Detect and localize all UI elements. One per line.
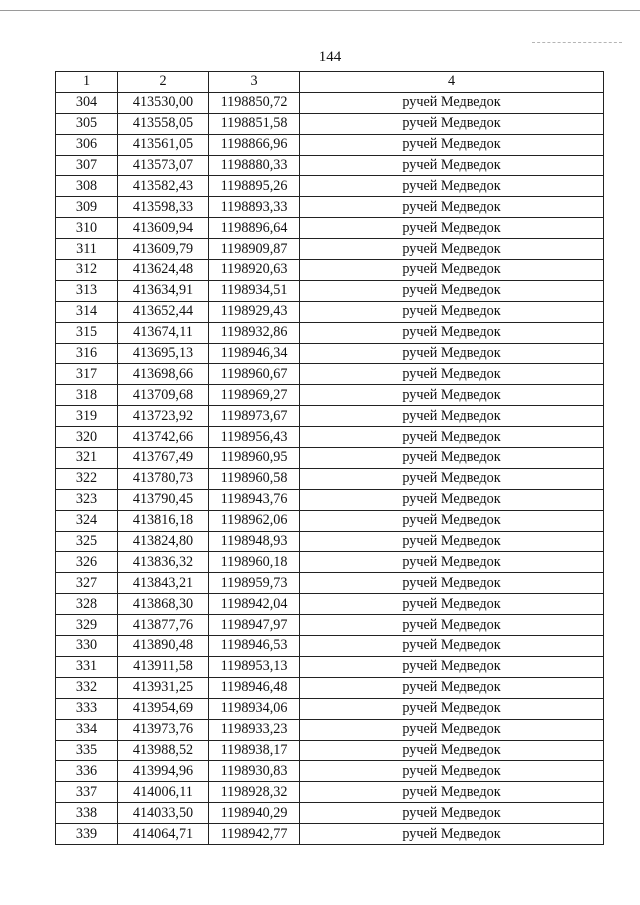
table-row: [56, 573, 604, 594]
cell-y-coordinate: 1198960,95: [209, 448, 300, 469]
cell-description: ручей Медведок: [300, 573, 604, 594]
cell-y-coordinate: 1198880,33: [209, 155, 300, 176]
table-row: [56, 134, 604, 155]
cell-x-coordinate: 413843,21: [118, 573, 209, 594]
cell-description: ручей Медведок: [300, 761, 604, 782]
table-row: [56, 740, 604, 761]
cell-y-coordinate: 1198930,83: [209, 761, 300, 782]
cell-x-coordinate: 413816,18: [118, 510, 209, 531]
cell-description: ручей Медведок: [300, 448, 604, 469]
cell-y-coordinate: 1198932,86: [209, 322, 300, 343]
table-row: [56, 656, 604, 677]
cell-point-number: 324: [56, 510, 118, 531]
cell-description: ручей Медведок: [300, 113, 604, 134]
table-row: [56, 155, 604, 176]
cell-point-number: 338: [56, 803, 118, 824]
cell-y-coordinate: 1198920,63: [209, 260, 300, 281]
cell-x-coordinate: 413609,79: [118, 239, 209, 260]
cell-point-number: 337: [56, 782, 118, 803]
cell-x-coordinate: 413530,00: [118, 92, 209, 113]
cell-y-coordinate: 1198947,97: [209, 615, 300, 636]
cell-point-number: 326: [56, 552, 118, 573]
coordinates-table: [55, 71, 604, 845]
cell-y-coordinate: 1198969,27: [209, 385, 300, 406]
table-row: [56, 636, 604, 657]
cell-description: ручей Медведок: [300, 406, 604, 427]
cell-x-coordinate: 413723,92: [118, 406, 209, 427]
cell-x-coordinate: 413931,25: [118, 677, 209, 698]
table-row: [56, 761, 604, 782]
cell-y-coordinate: 1198940,29: [209, 803, 300, 824]
table-row: [56, 218, 604, 239]
cell-description: ручей Медведок: [300, 343, 604, 364]
scan-margin-mark: [532, 42, 622, 43]
cell-x-coordinate: 413824,80: [118, 531, 209, 552]
cell-y-coordinate: 1198942,77: [209, 824, 300, 845]
cell-x-coordinate: 413558,05: [118, 113, 209, 134]
cell-y-coordinate: 1198866,96: [209, 134, 300, 155]
cell-y-coordinate: 1198933,23: [209, 719, 300, 740]
cell-x-coordinate: 413709,68: [118, 385, 209, 406]
cell-point-number: 331: [56, 656, 118, 677]
table-row: [56, 197, 604, 218]
cell-point-number: 319: [56, 406, 118, 427]
cell-point-number: 318: [56, 385, 118, 406]
cell-description: ручей Медведок: [300, 301, 604, 322]
cell-y-coordinate: 1198909,87: [209, 239, 300, 260]
table-row: [56, 677, 604, 698]
cell-description: ручей Медведок: [300, 552, 604, 573]
cell-description: ручей Медведок: [300, 615, 604, 636]
cell-x-coordinate: 413954,69: [118, 698, 209, 719]
cell-y-coordinate: 1198928,32: [209, 782, 300, 803]
cell-point-number: 314: [56, 301, 118, 322]
cell-point-number: 304: [56, 92, 118, 113]
cell-description: ручей Медведок: [300, 468, 604, 489]
cell-y-coordinate: 1198946,48: [209, 677, 300, 698]
cell-point-number: 320: [56, 427, 118, 448]
column-header-y-coordinate: 3: [209, 72, 300, 93]
table-row: [56, 594, 604, 615]
table-row: [56, 531, 604, 552]
cell-x-coordinate: 413877,76: [118, 615, 209, 636]
cell-x-coordinate: 413994,96: [118, 761, 209, 782]
cell-description: ручей Медведок: [300, 218, 604, 239]
cell-point-number: 309: [56, 197, 118, 218]
cell-description: ручей Медведок: [300, 698, 604, 719]
table-row: [56, 552, 604, 573]
cell-description: ручей Медведок: [300, 636, 604, 657]
cell-x-coordinate: 413890,48: [118, 636, 209, 657]
table-row: [56, 280, 604, 301]
cell-y-coordinate: 1198850,72: [209, 92, 300, 113]
table-row: [56, 301, 604, 322]
cell-description: ручей Медведок: [300, 155, 604, 176]
cell-point-number: 310: [56, 218, 118, 239]
cell-description: ручей Медведок: [300, 92, 604, 113]
cell-description: ручей Медведок: [300, 385, 604, 406]
cell-description: ручей Медведок: [300, 197, 604, 218]
cell-x-coordinate: 413767,49: [118, 448, 209, 469]
cell-description: ручей Медведок: [300, 677, 604, 698]
cell-x-coordinate: 413868,30: [118, 594, 209, 615]
cell-description: ручей Медведок: [300, 427, 604, 448]
column-header-point-number: 1: [56, 72, 118, 93]
cell-point-number: 316: [56, 343, 118, 364]
cell-y-coordinate: 1198946,34: [209, 343, 300, 364]
cell-point-number: 308: [56, 176, 118, 197]
cell-x-coordinate: 413573,07: [118, 155, 209, 176]
cell-description: ручей Медведок: [300, 239, 604, 260]
cell-y-coordinate: 1198943,76: [209, 489, 300, 510]
table-row: [56, 468, 604, 489]
cell-point-number: 336: [56, 761, 118, 782]
cell-description: ручей Медведок: [300, 134, 604, 155]
cell-x-coordinate: 413742,66: [118, 427, 209, 448]
table-row: [56, 113, 604, 134]
cell-x-coordinate: 413698,66: [118, 364, 209, 385]
table-row: [56, 615, 604, 636]
cell-point-number: 332: [56, 677, 118, 698]
cell-description: ручей Медведок: [300, 824, 604, 845]
cell-description: ручей Медведок: [300, 719, 604, 740]
cell-point-number: 312: [56, 260, 118, 281]
cell-description: ручей Медведок: [300, 740, 604, 761]
cell-point-number: 311: [56, 239, 118, 260]
table-row: [56, 719, 604, 740]
cell-x-coordinate: 413973,76: [118, 719, 209, 740]
table-row: [56, 406, 604, 427]
cell-y-coordinate: 1198893,33: [209, 197, 300, 218]
cell-y-coordinate: 1198934,06: [209, 698, 300, 719]
table-row: [56, 343, 604, 364]
cell-x-coordinate: 413780,73: [118, 468, 209, 489]
cell-x-coordinate: 413561,05: [118, 134, 209, 155]
cell-y-coordinate: 1198895,26: [209, 176, 300, 197]
cell-description: ручей Медведок: [300, 280, 604, 301]
cell-x-coordinate: 413634,91: [118, 280, 209, 301]
cell-description: ручей Медведок: [300, 510, 604, 531]
cell-x-coordinate: 413652,44: [118, 301, 209, 322]
table-row: [56, 322, 604, 343]
table-row: [56, 824, 604, 845]
cell-x-coordinate: 413911,58: [118, 656, 209, 677]
cell-point-number: 321: [56, 448, 118, 469]
cell-x-coordinate: 414033,50: [118, 803, 209, 824]
cell-description: ручей Медведок: [300, 594, 604, 615]
cell-point-number: 323: [56, 489, 118, 510]
cell-y-coordinate: 1198948,93: [209, 531, 300, 552]
table-row: [56, 176, 604, 197]
cell-y-coordinate: 1198896,64: [209, 218, 300, 239]
cell-point-number: 325: [56, 531, 118, 552]
cell-x-coordinate: 413836,32: [118, 552, 209, 573]
cell-description: ручей Медведок: [300, 322, 604, 343]
table-row: [56, 364, 604, 385]
table-row: [56, 385, 604, 406]
cell-description: ручей Медведок: [300, 489, 604, 510]
cell-point-number: 339: [56, 824, 118, 845]
cell-x-coordinate: 413598,33: [118, 197, 209, 218]
cell-point-number: 335: [56, 740, 118, 761]
cell-y-coordinate: 1198959,73: [209, 573, 300, 594]
table-body: [56, 92, 604, 844]
table-row: [56, 448, 604, 469]
cell-x-coordinate: 413582,43: [118, 176, 209, 197]
page-number: 144: [318, 49, 342, 65]
cell-point-number: 328: [56, 594, 118, 615]
column-header-x-coordinate: 2: [118, 72, 209, 93]
cell-x-coordinate: 413988,52: [118, 740, 209, 761]
cell-point-number: 322: [56, 468, 118, 489]
cell-y-coordinate: 1198973,67: [209, 406, 300, 427]
cell-y-coordinate: 1198851,58: [209, 113, 300, 134]
table-row: [56, 698, 604, 719]
cell-description: ручей Медведок: [300, 803, 604, 824]
cell-x-coordinate: 414064,71: [118, 824, 209, 845]
table-row: [56, 510, 604, 531]
cell-x-coordinate: 413624,48: [118, 260, 209, 281]
scan-top-rule: [0, 10, 640, 11]
cell-y-coordinate: 1198934,51: [209, 280, 300, 301]
table-row: [56, 427, 604, 448]
table-row: [56, 782, 604, 803]
table-row: [56, 489, 604, 510]
cell-point-number: 333: [56, 698, 118, 719]
table-row: [56, 260, 604, 281]
cell-description: ручей Медведок: [300, 176, 604, 197]
cell-point-number: 305: [56, 113, 118, 134]
cell-point-number: 334: [56, 719, 118, 740]
cell-x-coordinate: 413609,94: [118, 218, 209, 239]
cell-y-coordinate: 1198938,17: [209, 740, 300, 761]
cell-x-coordinate: 413790,45: [118, 489, 209, 510]
table-header-row: [56, 72, 604, 93]
cell-x-coordinate: 414006,11: [118, 782, 209, 803]
cell-y-coordinate: 1198946,53: [209, 636, 300, 657]
cell-y-coordinate: 1198962,06: [209, 510, 300, 531]
table-row: [56, 92, 604, 113]
cell-description: ручей Медведок: [300, 782, 604, 803]
cell-description: ручей Медведок: [300, 656, 604, 677]
cell-point-number: 315: [56, 322, 118, 343]
cell-y-coordinate: 1198960,18: [209, 552, 300, 573]
cell-y-coordinate: 1198960,67: [209, 364, 300, 385]
cell-point-number: 329: [56, 615, 118, 636]
cell-y-coordinate: 1198953,13: [209, 656, 300, 677]
cell-description: ручей Медведок: [300, 531, 604, 552]
cell-x-coordinate: 413674,11: [118, 322, 209, 343]
cell-point-number: 306: [56, 134, 118, 155]
cell-point-number: 313: [56, 280, 118, 301]
cell-y-coordinate: 1198960,58: [209, 468, 300, 489]
cell-point-number: 327: [56, 573, 118, 594]
table-row: [56, 239, 604, 260]
cell-point-number: 317: [56, 364, 118, 385]
cell-y-coordinate: 1198956,43: [209, 427, 300, 448]
cell-point-number: 330: [56, 636, 118, 657]
table-row: [56, 803, 604, 824]
cell-description: ручей Медведок: [300, 364, 604, 385]
column-header-description: 4: [300, 72, 604, 93]
cell-description: ручей Медведок: [300, 260, 604, 281]
cell-y-coordinate: 1198929,43: [209, 301, 300, 322]
cell-x-coordinate: 413695,13: [118, 343, 209, 364]
cell-point-number: 307: [56, 155, 118, 176]
cell-y-coordinate: 1198942,04: [209, 594, 300, 615]
